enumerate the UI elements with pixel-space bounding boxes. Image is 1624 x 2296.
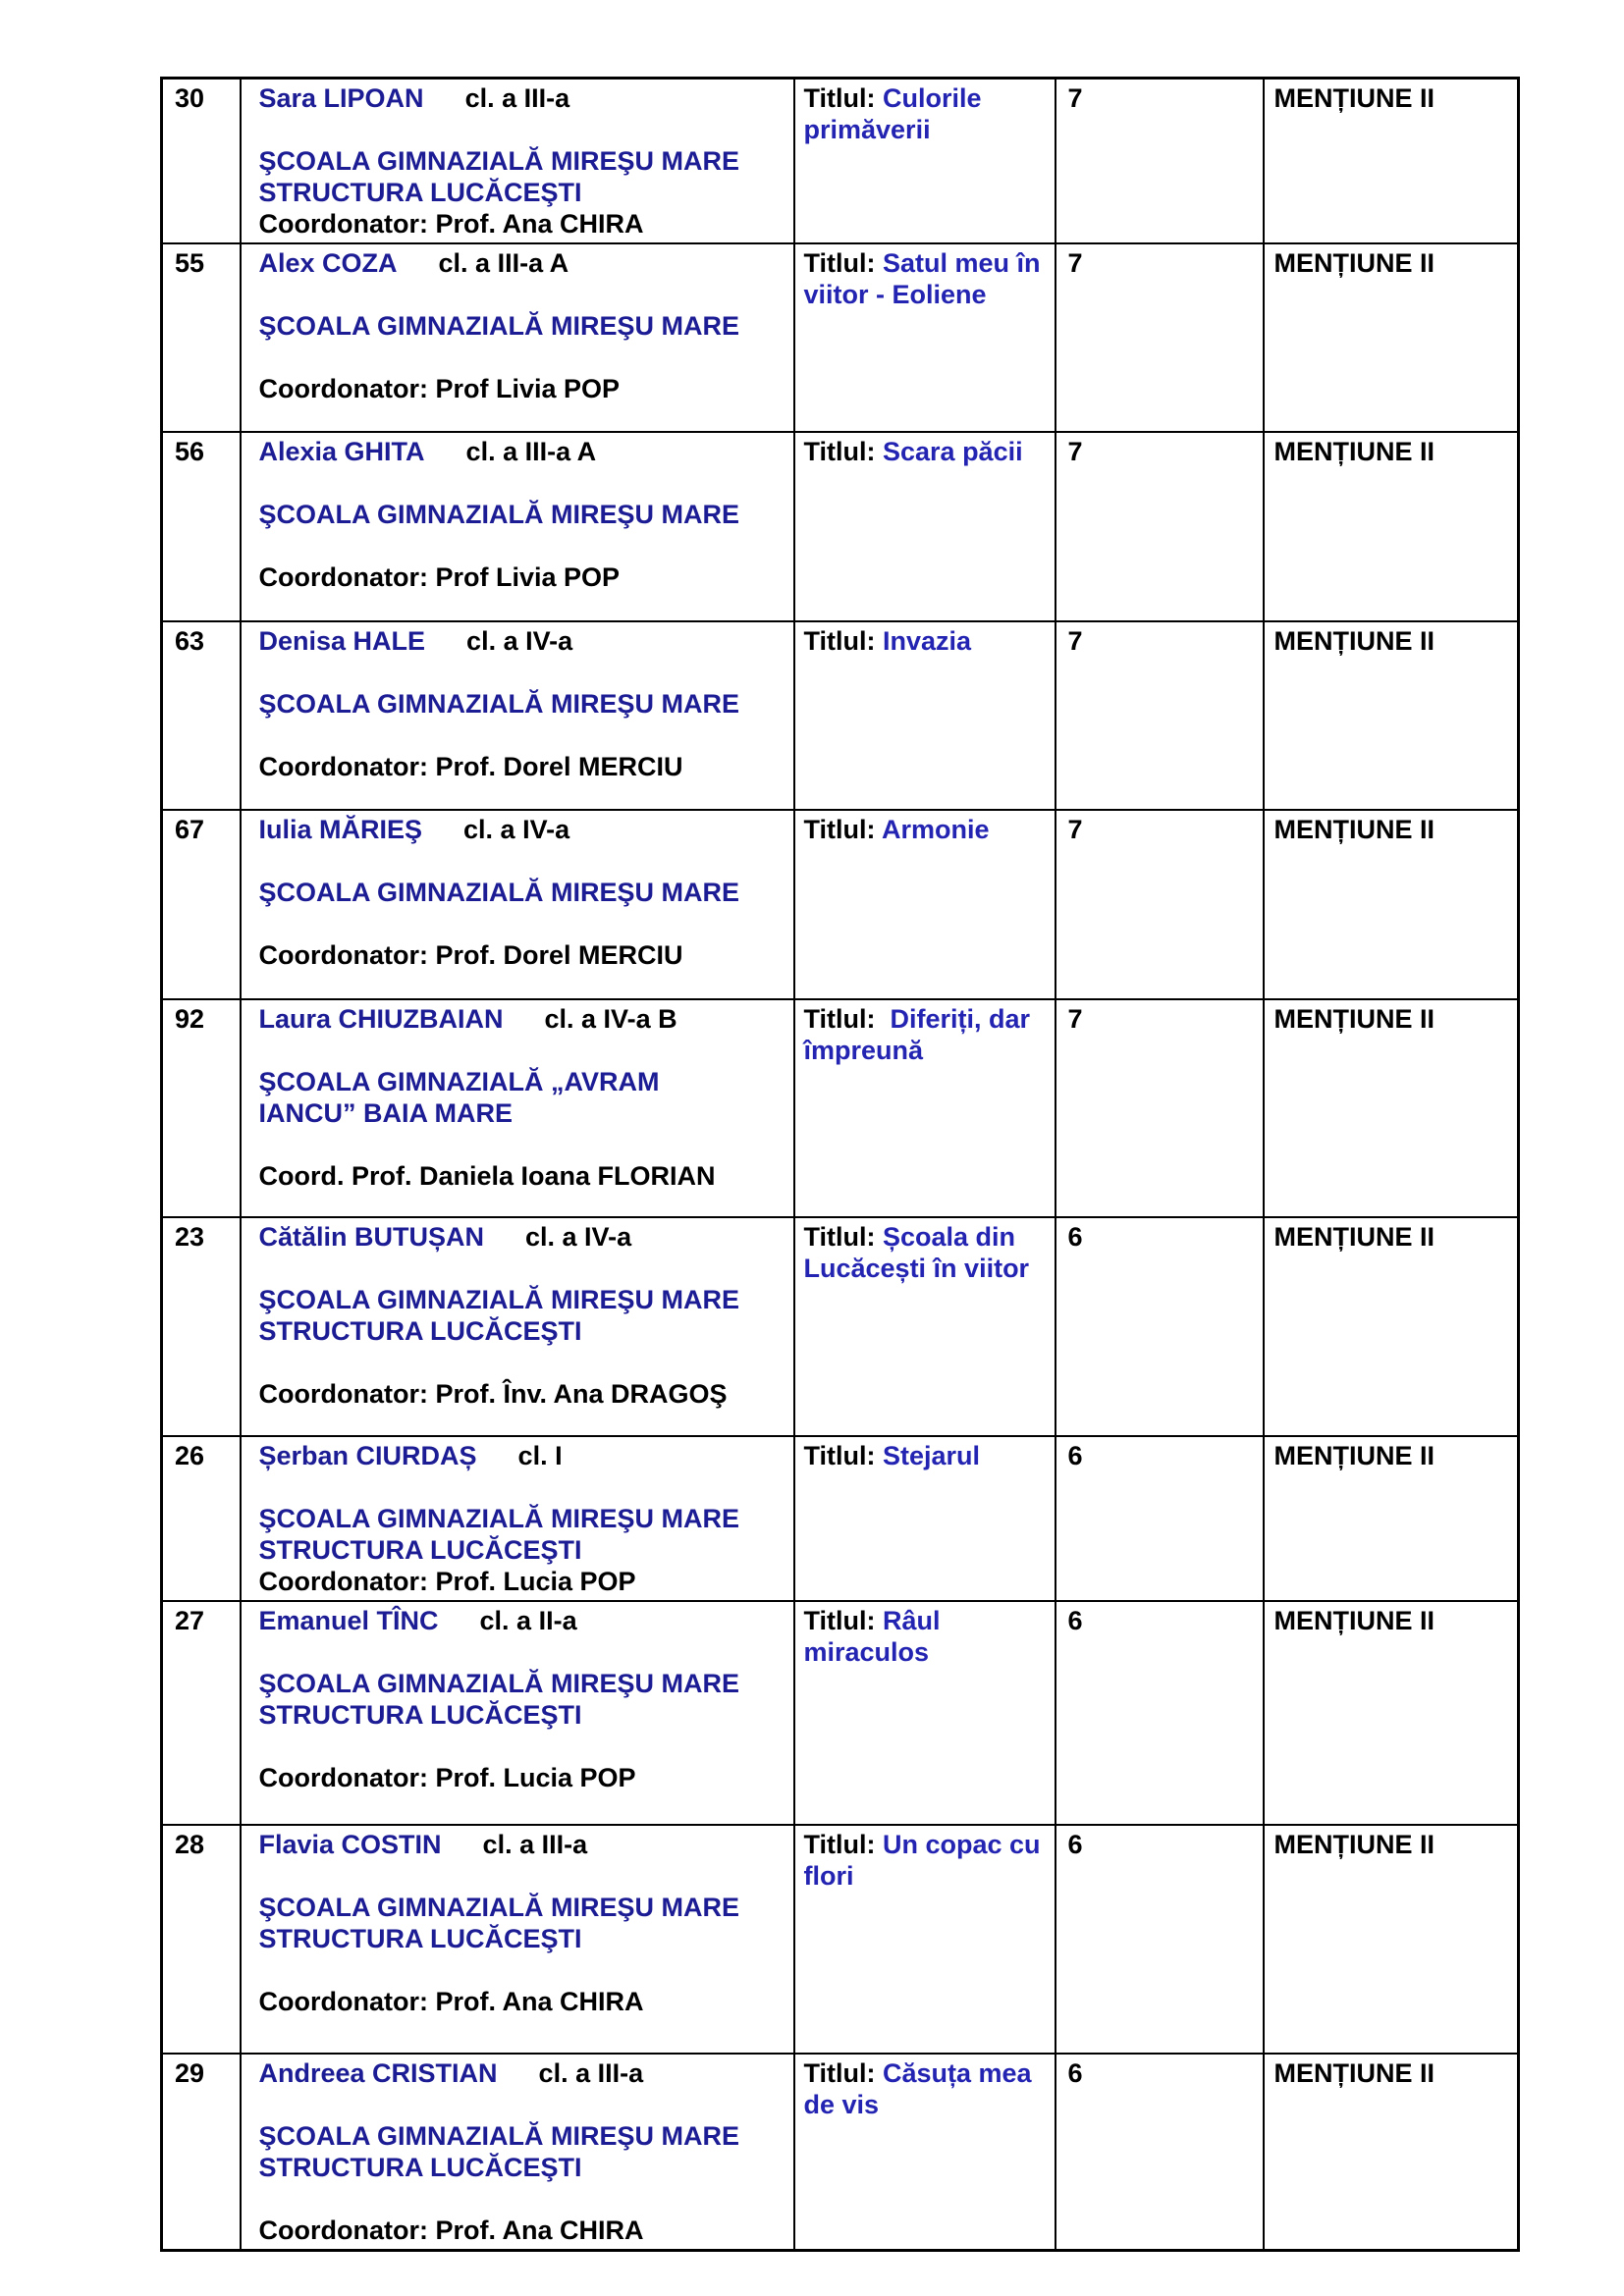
school-name-line: ŞCOALA GIMNAZIALĂ MIREŞU MARE <box>258 311 739 341</box>
student-class: cl. I <box>517 1441 563 1470</box>
artwork-title-wrap <box>804 1221 1049 1284</box>
school-name-line: STRUCTURA LUCĂCEŞTI <box>258 178 582 207</box>
participant-line <box>259 625 782 657</box>
participant-cell <box>241 999 794 1217</box>
artwork-title-wrap <box>804 814 1049 845</box>
table-row <box>162 1217 1519 1436</box>
row-number-cell <box>162 810 241 999</box>
score-cell <box>1056 810 1264 999</box>
artwork-title-cell <box>794 432 1056 621</box>
school-name-line: ŞCOALA GIMNAZIALĂ MIREŞU MARE <box>258 146 739 176</box>
row-number-cell <box>162 1601 241 1825</box>
blank-line <box>259 1129 782 1160</box>
school-name-line: STRUCTURA LUCĂCEŞTI <box>258 1316 582 1346</box>
artwork-title-cell <box>794 1217 1056 1436</box>
table-row <box>162 1436 1519 1601</box>
table-row <box>162 2054 1519 2251</box>
coordinator-line: Coordonator: Prof. Dorel MERCIU <box>258 752 683 781</box>
artwork-title-wrap <box>804 82 1049 145</box>
row-number: 23 <box>175 1222 205 1252</box>
blank-line <box>259 1954 782 1986</box>
student-name: Andreea CRISTIAN <box>258 2058 498 2088</box>
row-number-cell <box>162 243 241 432</box>
award-cell <box>1264 810 1519 999</box>
participant-line <box>259 2057 782 2089</box>
artwork-title: Invazia <box>883 626 972 656</box>
artwork-title-cell <box>794 810 1056 999</box>
coordinator-line: Coordonator: Prof. Dorel MERCIU <box>258 940 683 970</box>
school-name-line: ŞCOALA GIMNAZIALĂ MIREŞU MARE <box>258 1285 739 1314</box>
school-name-line: ŞCOALA GIMNAZIALĂ MIREŞU MARE <box>258 1669 739 1698</box>
row-number: 29 <box>175 2058 205 2088</box>
row-number: 67 <box>175 815 205 844</box>
row-number: 92 <box>175 1004 205 1034</box>
student-class: cl. a III-a <box>538 2058 644 2088</box>
results-tbody <box>162 79 1519 2251</box>
artwork-title-wrap <box>804 1003 1049 1066</box>
student-class: cl. a IV-a <box>466 626 573 656</box>
blank-line <box>259 467 782 499</box>
row-number-cell <box>162 432 241 621</box>
award-label: MENȚIUNE II <box>1273 1222 1435 1252</box>
row-number: 27 <box>175 1606 205 1635</box>
participant-line <box>259 1003 782 1035</box>
award-label: MENȚIUNE II <box>1273 1004 1435 1034</box>
score-value: 6 <box>1067 2058 1083 2088</box>
table-row <box>162 999 1519 1217</box>
blank-line <box>259 530 782 561</box>
score-cell <box>1056 1601 1264 1825</box>
title-label: Titlul: <box>803 248 876 278</box>
title-label: Titlul: <box>803 1004 876 1034</box>
participant-line <box>259 1605 782 1636</box>
score-cell <box>1056 243 1264 432</box>
participant-cell <box>241 1436 794 1601</box>
artwork-title: Diferiți, dar împreună <box>803 1004 1031 1065</box>
artwork-title-cell <box>794 1436 1056 1601</box>
table-row <box>162 79 1519 244</box>
award-cell <box>1264 999 1519 1217</box>
school-name-line: IANCU” BAIA MARE <box>258 1098 513 1128</box>
participant-cell <box>241 243 794 432</box>
award-label: MENȚIUNE II <box>1273 626 1435 656</box>
school-name-line: STRUCTURA LUCĂCEŞTI <box>258 1700 582 1730</box>
blank-line <box>259 1471 782 1503</box>
student-class: cl. a III-a <box>482 1830 588 1859</box>
table-row <box>162 432 1519 621</box>
artwork-title: Stejarul <box>883 1441 981 1470</box>
blank-line <box>259 908 782 939</box>
student-name: Iulia MĂRIEŞ <box>258 815 423 844</box>
row-number-cell <box>162 79 241 244</box>
row-number-cell <box>162 999 241 1217</box>
student-name: Laura CHIUZBAIAN <box>258 1004 504 1034</box>
student-name: Sara LIPOAN <box>258 83 424 113</box>
score-cell <box>1056 621 1264 810</box>
participant-line <box>259 814 782 845</box>
award-cell <box>1264 2054 1519 2251</box>
blank-line <box>259 1731 782 1762</box>
title-label: Titlul: <box>803 83 876 113</box>
row-number-cell <box>162 621 241 810</box>
score-value: 7 <box>1067 248 1083 278</box>
artwork-title-wrap <box>804 625 1049 657</box>
artwork-title-wrap <box>804 436 1049 467</box>
student-name: Flavia COSTIN <box>258 1830 442 1859</box>
student-class: cl. a III-a A <box>465 437 597 466</box>
score-value: 6 <box>1067 1222 1083 1252</box>
row-number-cell <box>162 2054 241 2251</box>
award-cell <box>1264 243 1519 432</box>
participant-cell <box>241 1601 794 1825</box>
row-number: 56 <box>175 437 205 466</box>
score-cell <box>1056 2054 1264 2251</box>
award-label: MENȚIUNE II <box>1273 437 1435 466</box>
participant-cell <box>241 810 794 999</box>
artwork-title-cell <box>794 79 1056 244</box>
row-number-cell <box>162 1217 241 1436</box>
participant-cell <box>241 621 794 810</box>
award-label: MENȚIUNE II <box>1273 248 1435 278</box>
score-cell <box>1056 1436 1264 1601</box>
title-label: Titlul: <box>803 626 876 656</box>
score-value: 7 <box>1067 437 1083 466</box>
award-label: MENȚIUNE II <box>1273 2058 1435 2088</box>
coordinator-line: Coordonator: Prof. Ana CHIRA <box>258 2216 644 2245</box>
school-name-line: ŞCOALA GIMNAZIALĂ MIREŞU MARE <box>258 500 739 529</box>
artwork-title-cell <box>794 1601 1056 1825</box>
award-cell <box>1264 621 1519 810</box>
blank-line <box>259 657 782 688</box>
table-row <box>162 1601 1519 1825</box>
student-name: Denisa HALE <box>258 626 426 656</box>
award-cell <box>1264 432 1519 621</box>
award-cell <box>1264 79 1519 244</box>
artwork-title-wrap <box>804 1829 1049 1892</box>
participant-line <box>259 247 782 279</box>
title-label: Titlul: <box>803 437 876 466</box>
row-number: 28 <box>175 1830 205 1859</box>
school-name-line: ŞCOALA GIMNAZIALĂ MIREŞU MARE <box>258 2121 739 2151</box>
student-class: cl. a III-a <box>464 83 570 113</box>
artwork-title: Satul meu în viitor - Eoliene <box>803 248 1041 309</box>
student-class: cl. a II-a <box>479 1606 577 1635</box>
award-cell <box>1264 1217 1519 1436</box>
school-name-line: ŞCOALA GIMNAZIALĂ MIREŞU MARE <box>258 689 739 719</box>
artwork-title: Un copac cu flori <box>803 1830 1041 1891</box>
participant-cell <box>241 79 794 244</box>
participant-cell <box>241 1217 794 1436</box>
award-label: MENȚIUNE II <box>1273 1606 1435 1635</box>
title-label: Titlul: <box>803 1830 876 1859</box>
artwork-title: Scara păcii <box>883 437 1023 466</box>
blank-line <box>259 1347 782 1378</box>
artwork-title: Râul miraculos <box>803 1606 941 1667</box>
student-class: cl. a IV-a <box>463 815 570 844</box>
blank-line <box>259 1035 782 1066</box>
artwork-title-cell <box>794 999 1056 1217</box>
artwork-title-cell <box>794 1825 1056 2054</box>
artwork-title-cell <box>794 243 1056 432</box>
row-number-cell <box>162 1436 241 1601</box>
title-label: Titlul: <box>803 815 876 844</box>
school-name-line: STRUCTURA LUCĂCEŞTI <box>258 1924 582 1953</box>
coordinator-line: Coordonator: Prof. Lucia POP <box>258 1567 636 1596</box>
table-row <box>162 243 1519 432</box>
results-table <box>160 77 1520 2252</box>
student-name: Alex COZA <box>258 248 398 278</box>
award-cell <box>1264 1436 1519 1601</box>
table-row <box>162 810 1519 999</box>
award-label: MENȚIUNE II <box>1273 83 1435 113</box>
artwork-title-wrap <box>804 2057 1049 2120</box>
table-row <box>162 1825 1519 2054</box>
score-value: 7 <box>1067 626 1083 656</box>
artwork-title: Căsuța mea de vis <box>803 2058 1032 2119</box>
student-name: Emanuel TÎNC <box>258 1606 439 1635</box>
award-cell <box>1264 1825 1519 2054</box>
coordinator-line: Coordonator: Prof. Ana CHIRA <box>258 1987 644 2016</box>
blank-line <box>259 114 782 145</box>
participant-line <box>259 436 782 467</box>
table-row <box>162 621 1519 810</box>
participant-cell <box>241 432 794 621</box>
score-cell <box>1056 432 1264 621</box>
score-value: 6 <box>1067 1830 1083 1859</box>
blank-line <box>259 2089 782 2120</box>
coordinator-line: Coordonator: Prof Livia POP <box>258 374 621 403</box>
participant-line <box>259 1440 782 1471</box>
blank-line <box>259 720 782 751</box>
blank-line <box>259 1253 782 1284</box>
artwork-title-wrap <box>804 1605 1049 1668</box>
artwork-title-wrap <box>804 247 1049 310</box>
artwork-title: Școala din Lucăcești în viitor <box>803 1222 1030 1283</box>
student-class: cl. a III-a A <box>438 248 569 278</box>
school-name-line: STRUCTURA LUCĂCEŞTI <box>258 2153 582 2182</box>
participant-line <box>259 82 782 114</box>
award-label: MENȚIUNE II <box>1273 1830 1435 1859</box>
award-label: MENȚIUNE II <box>1273 1441 1435 1470</box>
score-value: 6 <box>1067 1441 1083 1470</box>
title-label: Titlul: <box>803 1606 876 1635</box>
coordinator-line: Coord. Prof. Daniela Ioana FLORIAN <box>258 1161 716 1191</box>
artwork-title-cell <box>794 2054 1056 2251</box>
title-label: Titlul: <box>803 1441 876 1470</box>
row-number: 30 <box>175 83 205 113</box>
student-class: cl. a IV-a B <box>544 1004 677 1034</box>
score-value: 7 <box>1067 83 1083 113</box>
blank-line <box>259 279 782 310</box>
score-value: 6 <box>1067 1606 1083 1635</box>
title-label: Titlul: <box>803 2058 876 2088</box>
coordinator-line: Coordonator: Prof. Ana CHIRA <box>258 209 644 239</box>
participant-cell <box>241 1825 794 2054</box>
student-name: Cătălin BUTUȘAN <box>258 1222 485 1252</box>
blank-line <box>259 845 782 877</box>
score-value: 7 <box>1067 1004 1083 1034</box>
artwork-title-wrap <box>804 1440 1049 1471</box>
artwork-title: Armonie <box>881 815 990 844</box>
coordinator-line: Coordonator: Prof. Înv. Ana DRAGOŞ <box>258 1379 728 1409</box>
row-number: 63 <box>175 626 205 656</box>
student-class: cl. a IV-a <box>525 1222 632 1252</box>
score-value: 7 <box>1067 815 1083 844</box>
participant-line <box>259 1829 782 1860</box>
artwork-title: Culorile primăverii <box>803 83 982 144</box>
award-label: MENȚIUNE II <box>1273 815 1435 844</box>
coordinator-line: Coordonator: Prof Livia POP <box>258 562 621 592</box>
school-name-line: ŞCOALA GIMNAZIALĂ MIREŞU MARE <box>258 878 739 907</box>
score-cell <box>1056 999 1264 1217</box>
score-cell <box>1056 1825 1264 2054</box>
blank-line <box>259 1636 782 1668</box>
artwork-title-cell <box>794 621 1056 810</box>
school-name-line: ŞCOALA GIMNAZIALĂ MIREŞU MARE <box>258 1893 739 1922</box>
school-name-line: ŞCOALA GIMNAZIALĂ MIREŞU MARE <box>258 1504 739 1533</box>
school-name-line: ŞCOALA GIMNAZIALĂ „AVRAM <box>258 1067 660 1096</box>
score-cell <box>1056 1217 1264 1436</box>
student-name: Șerban CIURDAȘ <box>258 1441 477 1470</box>
blank-line <box>259 342 782 373</box>
school-name-line: STRUCTURA LUCĂCEŞTI <box>258 1535 582 1565</box>
title-label: Titlul: <box>803 1222 876 1252</box>
participant-cell <box>241 2054 794 2251</box>
blank-line <box>259 1860 782 1892</box>
participant-line <box>259 1221 782 1253</box>
row-number: 55 <box>175 248 205 278</box>
row-number: 26 <box>175 1441 205 1470</box>
coordinator-line: Coordonator: Prof. Lucia POP <box>258 1763 636 1792</box>
student-name: Alexia GHITA <box>258 437 425 466</box>
award-cell <box>1264 1601 1519 1825</box>
row-number-cell <box>162 1825 241 2054</box>
score-cell <box>1056 79 1264 244</box>
blank-line <box>259 2183 782 2215</box>
